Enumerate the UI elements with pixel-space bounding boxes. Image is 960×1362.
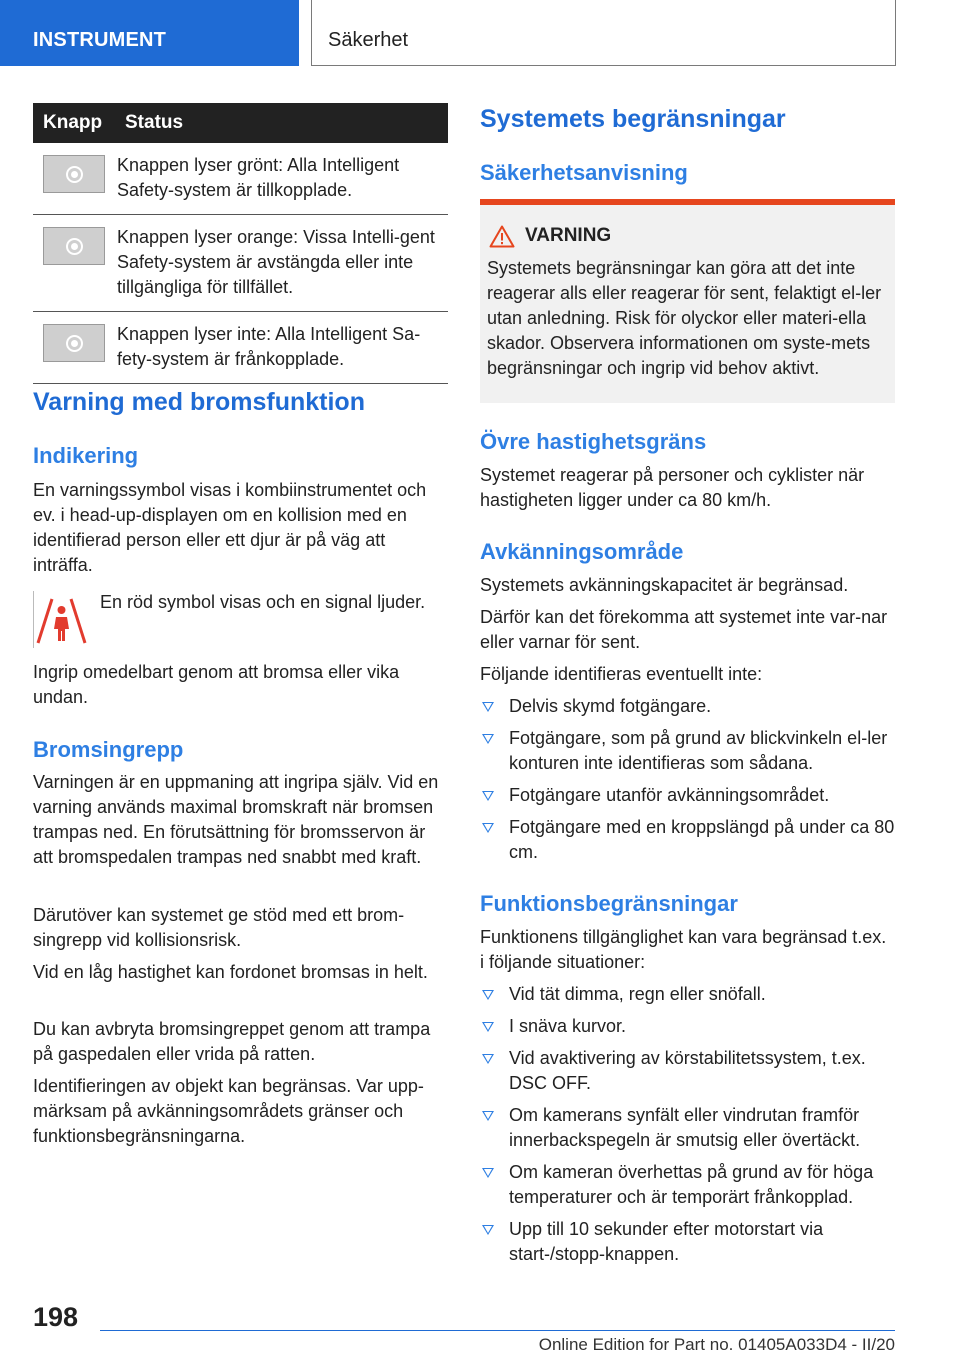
paragraph-red-symbol: En röd symbol visas och en signal ljuder. xyxy=(100,592,426,612)
safety-button-icon xyxy=(43,324,105,362)
heading-varning-bromsfunktion: Varning med bromsfunktion xyxy=(33,388,365,416)
bullet-triangle-icon xyxy=(482,1168,494,1178)
paragraph-bromsingrepp-5: Identifieringen av objekt kan begränsas. Var upp-märksam på avkänningsområdets gränser och funktionsbegränsningarna. xyxy=(33,1076,424,1146)
list-not-identified xyxy=(480,694,895,865)
warning-title: VARNING xyxy=(525,225,612,246)
heading-indikering: Indikering xyxy=(33,443,139,468)
paragraph-funktionsbegransningar: Funktionens tillgänglighet kan vara begränsad t.ex. i följande situationer: xyxy=(480,927,887,972)
bullet-triangle-icon xyxy=(482,791,494,801)
button-status-table xyxy=(33,103,448,384)
list-item: I snäva kurvor. xyxy=(480,1014,895,1039)
paragraph-bromsingrepp-1: Varningen är en uppmaning att ingripa själv. Vid en varning används maximal bromskraft när bromsen trampas ned. En förutsättning för bromsservon är att bromspedalen trampas ned snabbt med kraft. xyxy=(33,772,439,867)
list-function-limits xyxy=(480,982,895,1267)
bullet-triangle-icon xyxy=(482,734,494,744)
list-item: Om kameran överhettas på grund av för höga temperaturer och är temporärt frånkopplad. xyxy=(480,1160,895,1210)
heading-ovre-hastighetsgrans: Övre hastighetsgräns xyxy=(480,429,707,454)
col-header-button: Knapp xyxy=(33,103,115,143)
table-row xyxy=(33,312,448,384)
paragraph-avk-3: Följande identifieras eventuellt inte: xyxy=(480,664,763,684)
paragraph-ingrip: Ingrip omedelbart genom att bromsa eller vika undan. xyxy=(33,662,400,707)
list-item: Fotgängare med en kroppslängd på under ca 80 cm. xyxy=(480,815,895,865)
list-item: Upp till 10 sekunder efter motorstart via start-/stopp-knappen. xyxy=(480,1217,895,1267)
table-row xyxy=(33,215,448,312)
bullet-triangle-icon xyxy=(482,990,494,1000)
footer-divider xyxy=(100,1330,895,1331)
list-item: Fotgängare utanför avkänningsområdet. xyxy=(480,783,895,808)
footer-edition: Online Edition for Part no. 01405A033D4 - II/20 xyxy=(538,1335,895,1354)
table-cell-button xyxy=(33,215,115,312)
list-item: Om kamerans synfält eller vindrutan framför innerbackspegeln är smutsig eller övertäckt. xyxy=(480,1103,895,1153)
paragraph-ovre-hastighetsgrans: Systemet reagerar på personer och cyklister när hastigheten ligger under ca 80 km/h. xyxy=(480,465,865,510)
safety-button-icon xyxy=(43,227,105,265)
table-header-row xyxy=(33,103,448,143)
warning-title-row xyxy=(525,225,895,250)
table-cell-status: Knappen lyser orange: Vissa Intelli-gent Safety-system är avstängda eller inte tillgängliga för tillfället. xyxy=(115,215,448,312)
paragraph-bromsingrepp-4: Du kan avbryta bromsingreppet genom att trampa på gaspedalen eller vrida på ratten. xyxy=(33,1019,431,1064)
list-item: Delvis skymd fotgängare. xyxy=(480,694,895,719)
section-title: INSTRUMENT xyxy=(0,0,299,66)
table-cell-button xyxy=(33,312,115,384)
heading-funktionsbegransningar: Funktionsbegränsningar xyxy=(480,891,738,916)
pedestrian-warning-icon xyxy=(33,591,88,648)
chapter-title: Säkerhet xyxy=(311,0,896,66)
table-cell-status: Knappen lyser inte: Alla Intelligent Sa-fety-system är frånkopplade. xyxy=(115,312,448,384)
bullet-triangle-icon xyxy=(482,1111,494,1121)
table-cell-status: Knappen lyser grönt: Alla Intelligent Safety-system är tillkopplade. xyxy=(115,143,448,215)
table-row xyxy=(33,143,448,215)
bullet-triangle-icon xyxy=(482,1022,494,1032)
list-item: Vid avaktivering av körstabilitetssystem, t.ex. DSC OFF. xyxy=(480,1046,895,1096)
safety-button-icon xyxy=(43,155,105,193)
heading-sakerhetsanvisning: Säkerhetsanvisning xyxy=(480,160,688,185)
bullet-triangle-icon xyxy=(482,702,494,712)
warning-box xyxy=(480,199,895,403)
heading-avkanningsomrade: Avkänningsområde xyxy=(480,539,684,564)
list-item: Vid tät dimma, regn eller snöfall. xyxy=(480,982,895,1007)
paragraph-indikering: En varningssymbol visas i kombiinstrumentet och ev. i head-up-displayen om en kollision med en identifierad person eller ett djur är på väg att inträffa. xyxy=(33,480,427,575)
list-item: Fotgängare, som på grund av blickvinkeln el-ler konturen inte identifieras som sådana. xyxy=(480,726,895,776)
paragraph-avk-1: Systemets avkänningskapacitet är begränsad. xyxy=(480,575,849,595)
paragraph-bromsingrepp-2: Därutöver kan systemet ge stöd med ett brom-singrepp vid kollisionsrisk. xyxy=(33,905,405,950)
paragraph-avk-2: Därför kan det förekomma att systemet inte var-nar eller varnar för sent. xyxy=(480,607,888,652)
paragraph-bromsingrepp-3: Vid en låg hastighet kan fordonet bromsas in helt. xyxy=(33,962,428,982)
warning-triangle-icon xyxy=(489,225,515,254)
warning-text: Systemets begränsningar kan göra att det inte reagerar alls eller reagerar för sent, felaktigt el-ler utan anledning. Risk för olyckor eller materi-ella skador. Observera informationen om syste-mets begränsningar och ingrip vid behov aktivt. xyxy=(487,258,882,378)
table-cell-button xyxy=(33,143,115,215)
heading-bromsingrepp: Bromsingrepp xyxy=(33,737,184,762)
heading-systemets-begransningar: Systemets begränsningar xyxy=(480,105,786,133)
page-header xyxy=(0,0,960,66)
page-number: 198 xyxy=(33,1302,79,1332)
bullet-triangle-icon xyxy=(482,1054,494,1064)
bullet-triangle-icon xyxy=(482,1225,494,1235)
bullet-triangle-icon xyxy=(482,823,494,833)
col-header-status: Status xyxy=(115,103,448,143)
